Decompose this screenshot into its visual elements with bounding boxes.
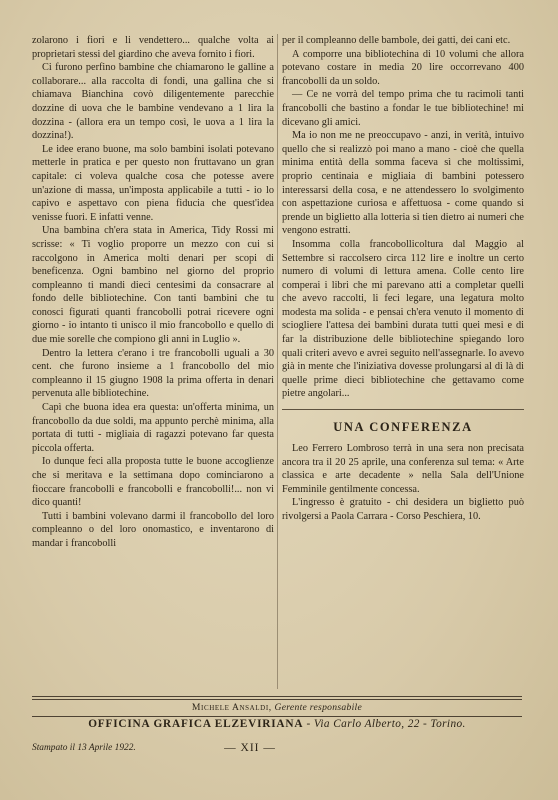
manager-role: Gerente responsabile xyxy=(274,702,363,713)
paragraph: — Ce ne vorrà del tempo prima che tu racimoli tanti francobolli che bastino a fondar le tue bibliotechine! mi dicevano gli amici. xyxy=(282,89,524,128)
paragraph: Tutti i bambini volevano darmi il francobollo del loro compleanno o del loro onomastico, e inventarono di mandar i francobolli xyxy=(32,510,274,549)
page-number: — XII — xyxy=(224,742,276,754)
paragraph: Io dunque feci alla proposta tutte le buone accoglienze che si meritava e la settimana dopo cominciarono a fioccare francobolli e francobolli e francobolli!... non vi dico quanti! xyxy=(32,456,274,509)
paragraph: Ma io non me ne preoccupavo - anzi, in verità, intuivo quello che si realizzò poi mano a mano - cioè che quella minima entità della somma faceva sì che moltissimi, proprio centinaia e migliaia di bambini potessero interessarsi della cosa, e ne attendessero lo svolgimento con aspettazione curiosa e affettuosa - come quando si prende un biglietto alla lotteria si tien dietro ai numeri che vengono estratti. xyxy=(282,130,524,237)
column-divider xyxy=(277,34,278,689)
paragraph: per il compleanno delle bambole, dei gatti, dei cani etc. xyxy=(282,35,511,46)
printed-date: Stampato il 13 Aprile 1922. xyxy=(32,743,136,753)
publisher-manager-line xyxy=(32,702,522,713)
section-divider xyxy=(282,409,524,410)
manager-name: Michele Ansaldi, xyxy=(191,702,272,713)
paragraph: L'ingresso è gratuito - chi desidera un biglietto può rivolgersi a Paola Carrara - Corso Peschiera, 10. xyxy=(282,497,524,522)
printer-address: - Via Carlo Alberto, 22 - Torino. xyxy=(306,718,466,730)
footer-rule xyxy=(32,696,522,697)
left-column xyxy=(32,34,274,551)
paragraph: Insomma colla francobollicoltura dal Maggio al Settembre si raccolsero circa 112 lire e inoltre un certo numero di volumi di lettura amena. Colle cento lire comperai i libri che mi parevano atti a completar quelli che avevo raccolti, li feci legare, una legatura molto modesta ma solida - e pensai ch'era venuto il momento di sciogliere l'attesa dei bambini durata tutti quei mesi e di far la distribuzione delle bibliotechine spiegando loro quali criteri avevo e avrei seguito nell'assegnarle. Io avevo già in mente che l'iniziativa dovesse prolungarsi al di là di quelle prime dieci bibliotechine che gettavamo come pietre angolari... xyxy=(282,238,524,400)
printer-name: OFFICINA GRAFICA ELZEVIRIANA xyxy=(88,718,304,730)
two-column-body xyxy=(32,34,522,689)
section-title: UNA CONFERENZA xyxy=(333,420,473,435)
paragraph: Ci furono perfino bambine che chiamarono le galline a collaborare... alla raccolta di fondi, una gallina che si chiamava Bianchina covò diligentemente parecchie dozzine di uova che le bambine vendevano a 1 lira la dozzina - (allora era un tempo così, le uova a 1 lira la dozzina!). xyxy=(32,62,274,142)
paragraph: Capì che buona idea era questa: un'offerta minima, un francobollo da due soldi, ma appunto perchè minima, alla portata di tutti - migliaia di ragazzi potevano far questa piccola offerta. xyxy=(32,402,274,454)
paragraph: zolarono i fiori e li vendettero... qualche volta ai proprietari stessi del giardino che aveva fornito i fiori. xyxy=(32,35,274,60)
right-column xyxy=(282,34,524,524)
paragraph: Le idee erano buone, ma solo bambini isolati potevano metterle in pratica e per questo non fruttavano un gran capitale: ci voleva qualche cosa che potesse avere un'azione di massa, un'imposta applicabile a tutti - io lo capivo e aspettavo con piena fiducia che quest'idea venisse fuori. E infatti venne. xyxy=(32,143,274,223)
paragraph: Leo Ferrero Lombroso terrà in una sera non precisata ancora tra il 20 25 aprile, una conferenza sul tema: « Arte classica e arte decadente » nella Sala dell'Unione Femminile gentilmente concessa. xyxy=(282,443,524,495)
paragraph: A comporre una bibliotechina di 10 volumi che allora potevano costare in media 20 lire occorrevano 400 francobolli da un soldo. xyxy=(282,48,524,87)
footer-rule xyxy=(32,716,522,717)
paragraph: Dentro la lettera c'erano i tre francobolli uguali a 30 cent. che furono insieme a 1 francobollo del mio compleanno il 15 giugno 1908 la prima offerta in denari pervenuta alle bibliotechine. xyxy=(32,347,274,400)
paragraph: Una bambina ch'era stata in America, Tidy Rossi mi scrisse: « Ti voglio proporre un mezzo con cui si raccolgono in America molti denari per scopi di beneficenza. Ogni bambino nel giorno del proprio compleanno ti mandi dieci centesimi da consacrare al fondo delle bibliotechine. Con tanti bambini che tu conosci figurati quanti francobolli potrai ricevere ogni giorno - io intanto ti unisco il mio francobollo e quello di due mie sorelle che compiono gli anni in Luglio ». xyxy=(32,225,274,346)
printer-line xyxy=(32,718,522,730)
footer-rule xyxy=(32,699,522,700)
